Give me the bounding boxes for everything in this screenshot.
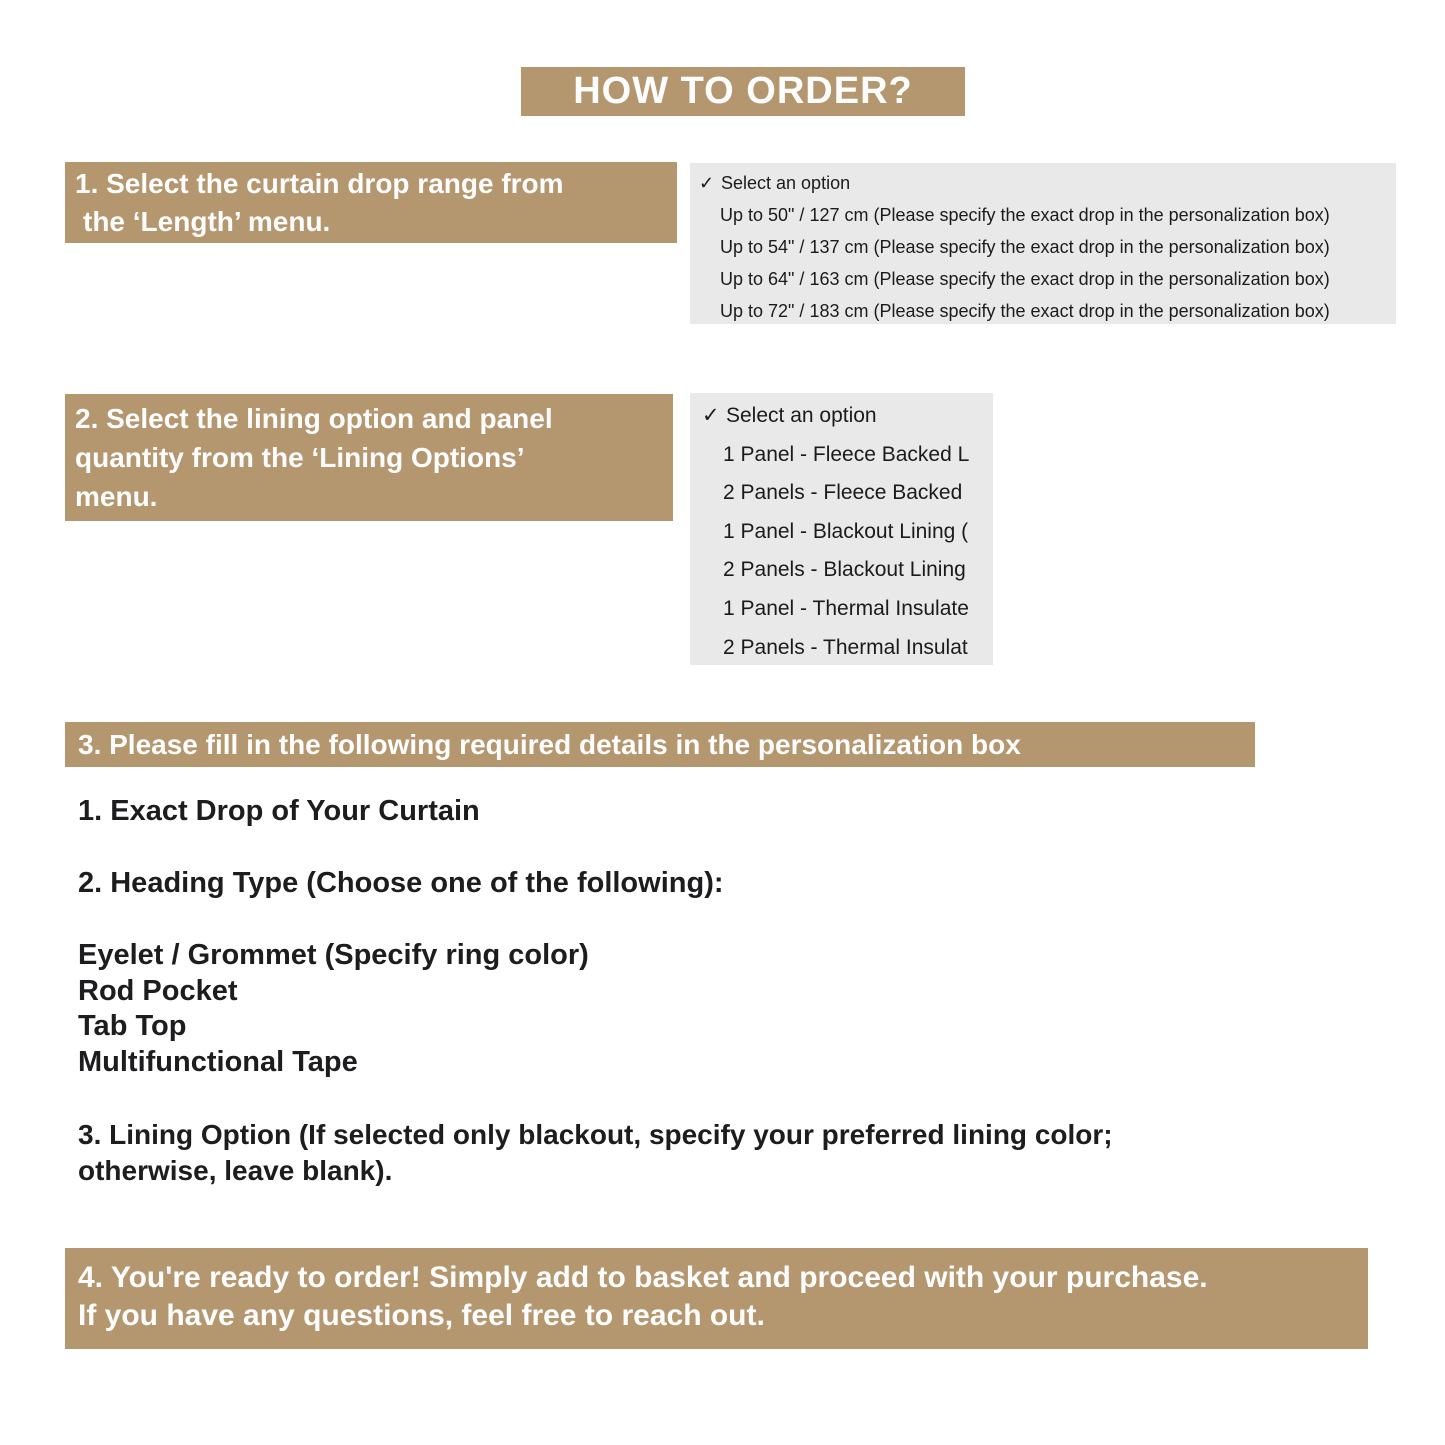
lining-option-note-line-2: otherwise, leave blank). bbox=[78, 1154, 393, 1186]
lining-option-2panels-thermal[interactable]: 2 Panels - Thermal Insulat bbox=[723, 635, 968, 659]
length-option-72[interactable]: Up to 72" / 183 cm (Please specify the exact drop in the personalization box) bbox=[720, 301, 1330, 321]
length-dropdown-menu bbox=[690, 163, 1396, 324]
step-1-line-1: 1. Select the curtain drop range from bbox=[75, 168, 564, 199]
length-option-50[interactable]: Up to 50" / 127 cm (Please specify the exact drop in the personalization box) bbox=[720, 205, 1330, 225]
length-option-64[interactable]: Up to 64" / 163 cm (Please specify the exact drop in the personalization box) bbox=[720, 269, 1330, 289]
heading-type-tab-top: Tab Top bbox=[78, 1010, 187, 1043]
length-option-selected[interactable] bbox=[690, 167, 1396, 199]
page-title: HOW TO ORDER? bbox=[521, 67, 965, 116]
lining-option-2panels-blackout[interactable]: 2 Panels - Blackout Lining bbox=[723, 558, 966, 582]
checkmark-icon: ✓ bbox=[702, 404, 720, 427]
length-selected-label: Select an option bbox=[721, 173, 851, 193]
heading-type-list bbox=[78, 938, 589, 1081]
lining-option-1panel-fleece[interactable]: 1 Panel - Fleece Backed L bbox=[723, 442, 970, 466]
step-4-line-2: If you have any questions, feel free to reach out. bbox=[78, 1299, 765, 1332]
step-3-heading: 3. Please fill in the following required details in the personalization box bbox=[65, 722, 1255, 767]
step-1-line-2: the ‘Length’ menu. bbox=[83, 206, 331, 237]
step-4-label bbox=[65, 1248, 1368, 1349]
lining-option-1panel-blackout[interactable]: 1 Panel - Blackout Lining ( bbox=[723, 519, 969, 543]
checkmark-icon: ✓ bbox=[699, 173, 715, 193]
personalization-item-lining-option bbox=[78, 1117, 1113, 1188]
lining-dropdown-menu bbox=[690, 393, 993, 665]
heading-type-rod-pocket: Rod Pocket bbox=[78, 974, 238, 1007]
heading-type-multifunctional-tape: Multifunctional Tape bbox=[78, 1046, 358, 1079]
step-2-label bbox=[65, 394, 673, 521]
step-1-label bbox=[65, 162, 677, 243]
heading-type-eyelet: Eyelet / Grommet (Specify ring color) bbox=[78, 939, 589, 971]
personalization-item-exact-drop: 1. Exact Drop of Your Curtain bbox=[78, 795, 480, 827]
lining-option-1panel-thermal[interactable]: 1 Panel - Thermal Insulate bbox=[723, 596, 969, 620]
lining-option-note-line-1: 3. Lining Option (If selected only blackout, specify your preferred lining color; bbox=[78, 1119, 1113, 1150]
step-4-line-1: 4. You're ready to order! Simply add to basket and proceed with your purchase. bbox=[78, 1261, 1208, 1294]
length-option-54[interactable]: Up to 54" / 137 cm (Please specify the exact drop in the personalization box) bbox=[720, 237, 1330, 257]
lining-selected-label: Select an option bbox=[726, 404, 877, 427]
lining-option-selected[interactable] bbox=[690, 397, 993, 436]
step-2-line-1: 2. Select the lining option and panel bbox=[75, 403, 553, 434]
personalization-item-heading-type: 2. Heading Type (Choose one of the following): bbox=[78, 867, 724, 899]
step-2-line-3: menu. bbox=[75, 481, 158, 512]
step-2-line-2: quantity from the ‘Lining Options’ bbox=[75, 442, 525, 473]
lining-option-2panels-fleece[interactable]: 2 Panels - Fleece Backed bbox=[723, 481, 963, 505]
